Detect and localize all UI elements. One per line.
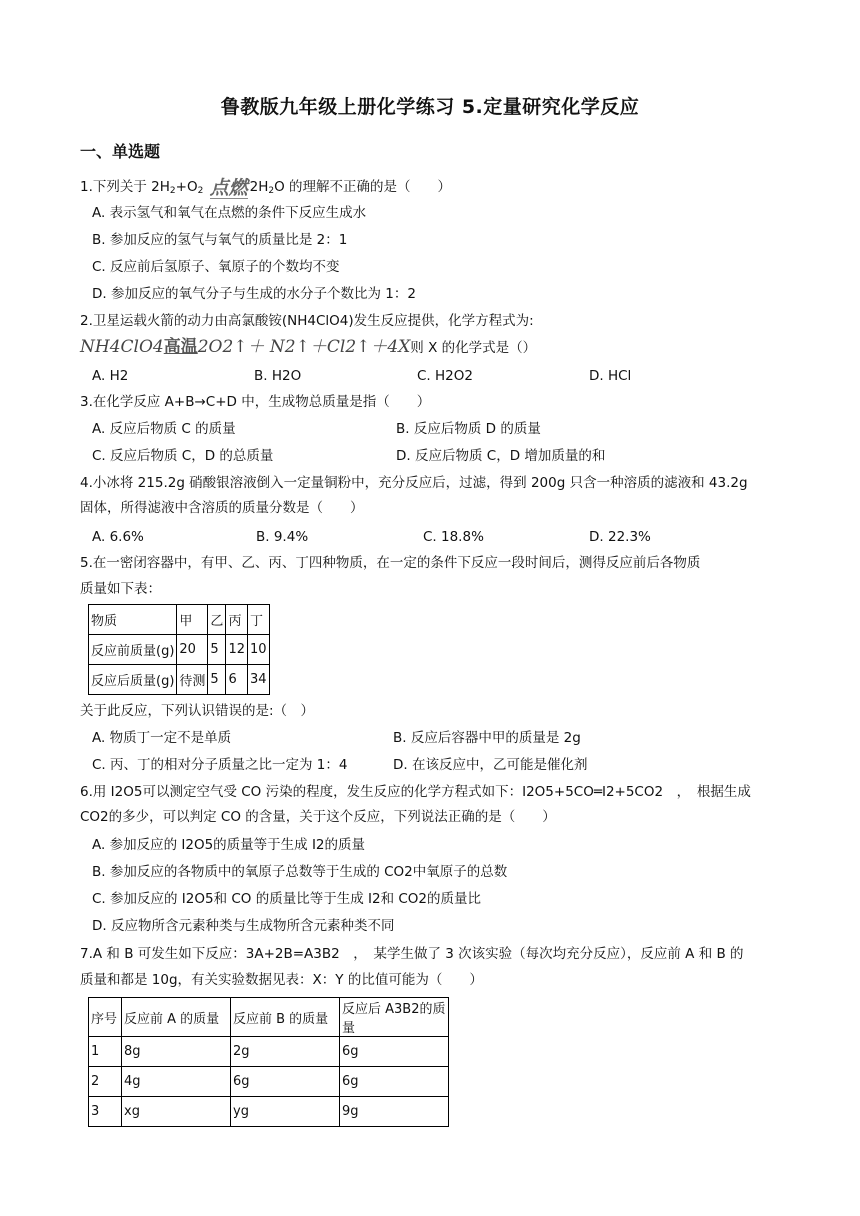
question-7: 7.A 和 B 可发生如下反应：3A+2B=A3B2 ， 某学生做了 3 次该实验（每次均充分反应），反应前 A 和 B 的	[80, 946, 744, 962]
q4-option-a: A. 6.6%	[92, 529, 144, 545]
q1-option-a: A. 表示氢气和氧气在点燃的条件下反应生成水	[92, 205, 367, 221]
question-2-equation: NH4ClO4高温2O2↑＋ N2↑＋Cl2↑＋4X则 X 的化学式是（）	[80, 337, 537, 357]
q6-option-d: D. 反应物所含元素种类与生成物所含元素种类不同	[92, 918, 395, 934]
q2-option-a: A. H2	[92, 368, 129, 384]
question-5-line2: 质量如下表：	[80, 581, 161, 597]
question-2: 2.卫星运载火箭的动力由高氯酸铵(NH4ClO4)发生反应提供，化学方程式为:	[80, 313, 534, 329]
page-title: 鲁教版九年级上册化学练习 5.定量研究化学反应	[220, 96, 640, 118]
q6-option-a: A. 参加反应的 I2O5的质量等于生成 I2的质量	[92, 837, 366, 853]
table-row: 反应后质量(g) 待测 5 6 34	[89, 665, 270, 695]
q1-option-c: C. 反应前后氢原子、氧原子的个数均不变	[92, 259, 340, 275]
question-6-line2: CO2的多少，可以判定 CO 的含量，关于这个反应，下列说法正确的是（ ）	[80, 809, 556, 825]
question-6: 6.用 I2O5可以测定空气受 CO 污染的程度，发生反应的化学方程式如下：I2O5+5CO═I2+5CO2 ， 根据生成	[80, 784, 751, 800]
table-row: 1 8g 2g 6g	[89, 1037, 449, 1067]
q1-option-d: D. 参加反应的氧气分子与生成的水分子个数比为 1：2	[92, 286, 416, 302]
section-heading: 一、单选题	[80, 142, 161, 161]
question-4-line2: 固体，所得滤液中含溶质的质量分数是（ ）	[80, 500, 364, 516]
question-4: 4.小冰将 215.2g 硝酸银溶液倒入一定量铜粉中，充分反应后，过滤，得到 200g 只含一种溶质的滤液和 43.2g	[80, 475, 748, 491]
q4-option-d: D. 22.3%	[589, 529, 651, 545]
q5-option-c: C. 丙、丁的相对分子质量之比一定为 1：4	[92, 757, 348, 773]
q2-option-d: D. HCl	[589, 368, 632, 384]
q6-option-c: C. 参加反应的 I2O5和 CO 的质量比等于生成 I2和 CO2的质量比	[92, 891, 482, 907]
q1-option-b: B. 参加反应的氢气与氧气的质量比是 2：1	[92, 232, 348, 248]
q5-option-b: B. 反应后容器中甲的质量是 2g	[393, 730, 581, 746]
question-3: 3.在化学反应 A+B→C+D 中，生成物总质量是指（ ）	[80, 394, 431, 410]
q2-option-c: C. H2O2	[417, 368, 473, 384]
q4-option-b: B. 9.4%	[256, 529, 309, 545]
q5-option-d: D. 在该反应中，乙可能是催化剂	[393, 757, 588, 773]
table-row: 序号 反应前 A 的质量 反应前 B 的质量 反应后 A3B2的质量	[89, 998, 449, 1037]
table-row: 2 4g 6g 6g	[89, 1067, 449, 1097]
q6-option-b: B. 参加反应的各物质中的氧原子总数等于生成的 CO2中氧原子的总数	[92, 864, 508, 880]
question-5-prompt: 关于此反应，下列认识错误的是:（ ）	[80, 703, 315, 719]
table-row: 物质 甲 乙 丙 丁	[89, 605, 270, 635]
q3-option-b: B. 反应后物质 D 的质量	[396, 421, 541, 437]
q5-option-a: A. 物质丁一定不是单质	[92, 730, 232, 746]
q3-option-d: D. 反应后物质 C，D 增加质量的和	[396, 448, 606, 464]
question-1: 1.下列关于 $2H_2+O_2$ 点燃 $2H_2O$ 的理解不正确的是（ ）	[80, 177, 452, 199]
q3-option-c: C. 反应后物质 C，D 的总质量	[92, 448, 274, 464]
mass-table	[88, 604, 270, 695]
q4-option-c: C. 18.8%	[423, 529, 484, 545]
reaction-condition: 高温	[163, 337, 198, 357]
q3-option-a: A. 反应后物质 C 的质量	[92, 421, 236, 437]
table-row: 3 xg yg 9g	[89, 1097, 449, 1127]
experiment-table	[88, 997, 449, 1127]
q2-option-b: B. H2O	[254, 368, 302, 384]
reaction-condition: 点燃	[209, 177, 248, 199]
question-5: 5.在一密闭容器中，有甲、乙、丙、丁四种物质，在一定的条件下反应一段时间后，测得反应前后各物质	[80, 555, 701, 571]
question-7-line2: 质量和都是 10g，有关实验数据见表：X：Y 的比值可能为（ ）	[80, 972, 483, 988]
table-row: 反应前质量(g) 20 5 12 10	[89, 635, 270, 665]
